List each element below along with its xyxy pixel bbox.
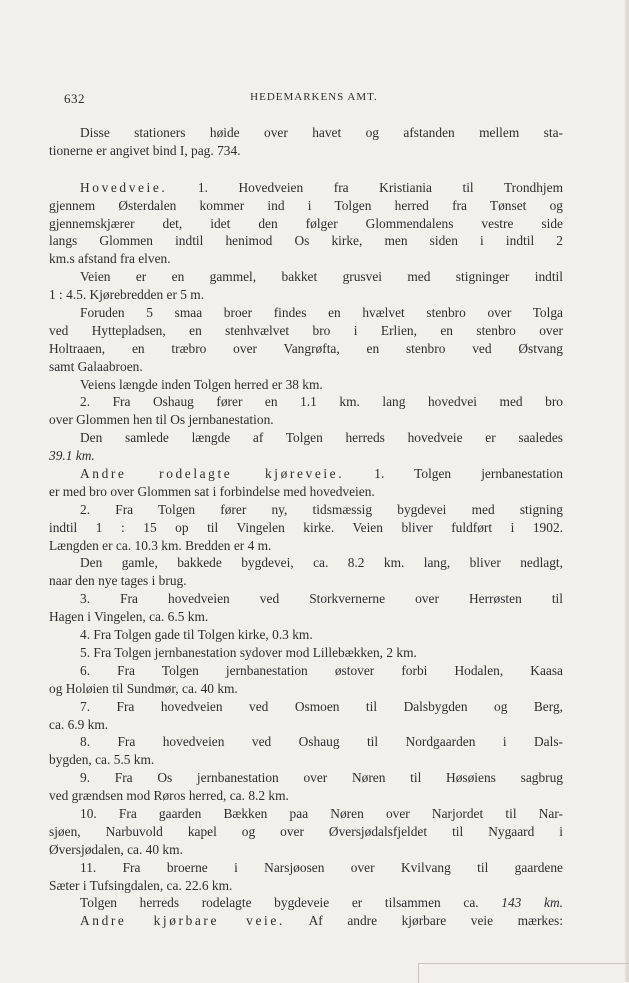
page-text <box>49 124 563 930</box>
text-line: Hagen i Vingelen, ca. 6.5 km. <box>49 609 209 625</box>
text-line: tionerne er angivet bind I, pag. 734. <box>49 142 241 158</box>
text-line: 11. Fra broerne i Narsjøosen over Kvilvang til gaardene <box>80 859 563 875</box>
text-line: 1 : 4.5. Kjørebredden er 5 m. <box>49 287 205 303</box>
text-line: 5. Fra Tolgen jernbanestation sydover mod Lillebækken, 2 km. <box>80 644 417 660</box>
text-line: 8. Fra hovedveien ved Oshaug til Nordgaarden i Dals- <box>80 734 563 750</box>
text-line: Den samlede længde af Tolgen herreds hovedveie er saaledes <box>80 430 563 446</box>
text-line: Øversjødalen, ca. 40 km. <box>49 841 183 857</box>
section-heading: Andre kjørbare veie. <box>80 913 285 929</box>
text-line: bygden, ca. 5.5 km. <box>49 752 155 768</box>
text-line: Længden er ca. 10.3 km. Bredden er 4 m. <box>49 537 272 553</box>
page-edge <box>625 0 629 982</box>
text-line: er med bro over Glommen sat i forbindelse med hovedveien. <box>49 483 375 499</box>
text-line: Andre rodelagte kjøreveie. 1. Tolgen jernbanestation <box>80 466 563 482</box>
text-line: gjennemskjærer det, idet den følger Glommendalens vestre side <box>49 215 563 231</box>
text-line: Veien er en gammel, bakket grusvei med stigninger indtil <box>80 269 563 285</box>
section-heading: Andre rodelagte kjøreveie. <box>80 466 345 482</box>
text-line: og Holøien til Sundmør, ca. 40 km. <box>49 680 238 696</box>
page-header <box>64 91 564 107</box>
text-line: Den gamle, bakkede bygdevei, ca. 8.2 km. lang, bliver nedlagt, <box>80 555 563 571</box>
text-line: gjennem Østerdalen kommer ind i Tolgen herred fra Tønset og <box>49 197 563 213</box>
text-line: 6. Fra Tolgen jernbanestation østover forbi Hodalen, Kaasa <box>80 662 563 678</box>
text-line: Foruden 5 smaa broer findes en hvælvet stenbro over Tolga <box>80 305 563 321</box>
text-line: Hovedveie. 1. Hovedveien fra Kristiania til Trondhjem <box>80 179 563 195</box>
text-line: Disse stationers høide over havet og afstanden mellem sta- <box>80 125 563 140</box>
running-title: HEDEMARKENS AMT. <box>250 91 378 103</box>
text-line: 39.1 km. <box>49 448 95 464</box>
text-line: 7. Fra hovedveien ved Osmoen til Dalsbygden og Berg, <box>80 698 563 714</box>
text-line: Holtraaen, en træbro over Vangrøfta, en stenbro ved Østvang <box>49 340 563 356</box>
text-line: 9. Fra Os jernbanestation over Nøren til Høsøiens sagbrug <box>80 770 563 786</box>
section-heading: Hovedveie. <box>80 179 168 195</box>
text-line: Tolgen herreds rodelagte bygdeveie er tilsammen ca. 143 km. <box>80 895 563 911</box>
text-line: langs Glommen indtil henimod Os kirke, men siden i indtil 2 <box>49 233 563 249</box>
text-line: 2. Fra Tolgen fører ny, tidsmæssig bygdevei med stigning <box>80 501 563 517</box>
text-line: ved grændsen mod Røros herred, ca. 8.2 km. <box>49 788 289 804</box>
page-number: 632 <box>64 91 85 106</box>
text-line: sjøen, Narbuvold kapel og over Øversjødalsfjeldet til Nygaard i <box>49 823 563 839</box>
text-line: Andre kjørbare veie. Af andre kjørbare veie mærkes: <box>80 913 563 929</box>
text-line: 4. Fra Tolgen gade til Tolgen kirke, 0.3 km. <box>80 627 313 643</box>
text-line: Sæter i Tufsingdalen, ca. 22.6 km. <box>49 877 233 893</box>
text-line: over Glommen hen til Os jernbanestation. <box>49 412 274 428</box>
text-line: naar den nye tages i brug. <box>49 573 187 589</box>
scan-corner-mark <box>418 963 629 983</box>
text-line: 10. Fra gaarden Bækken paa Nøren over Narjordet til Nar- <box>80 805 563 821</box>
text-line: ved Hyttepladsen, en stenhvælvet bro i Erlien, en stenbro over <box>49 322 563 338</box>
text-line: 2. Fra Oshaug fører en 1.1 km. lang hovedvei med bro <box>80 394 563 410</box>
text-line: Veiens længde inden Tolgen herred er 38 km. <box>80 376 323 392</box>
text-line: km.s afstand fra elven. <box>49 251 171 267</box>
text-line: ca. 6.9 km. <box>49 716 109 732</box>
text-line: samt Galaabroen. <box>49 358 143 374</box>
text-line: indtil 1 : 15 op til Vingelen kirke. Veien bliver fuldført i 1902. <box>49 519 563 535</box>
text-line: 3. Fra hovedveien ved Storkvernerne over Herrøsten til <box>80 591 563 607</box>
